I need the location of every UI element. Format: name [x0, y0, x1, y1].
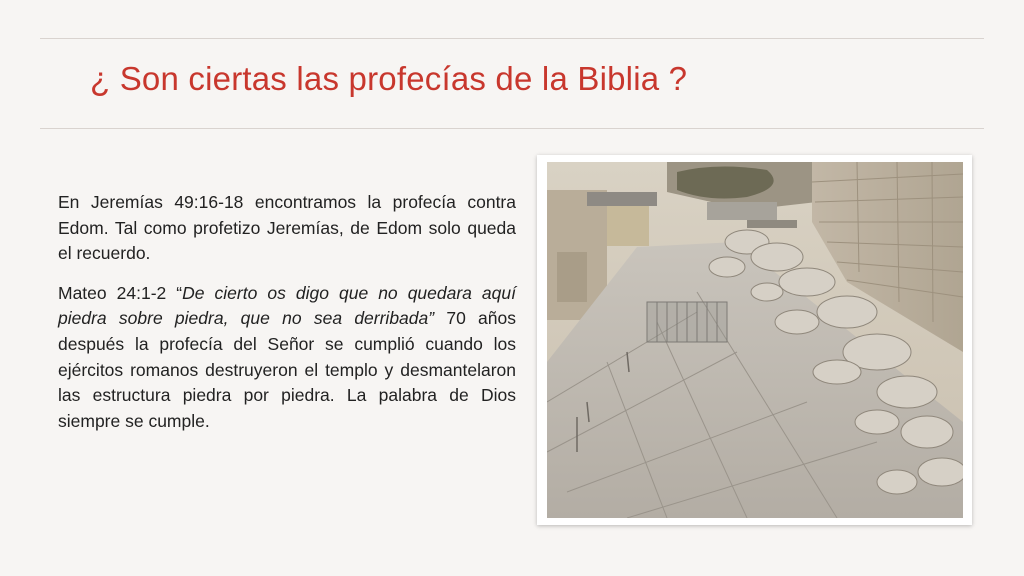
paragraph-mateo-quote: De cierto os digo que no quedara aquí piedra sobre piedra, que no sea derribada” — [58, 282, 516, 329]
paragraph-jeremias: En Jeremías 49:16-18 encontramos la profecía contra Edom. Tal como profetizo Jeremías, de Edom solo queda el recuerdo. — [58, 192, 516, 264]
top-divider — [40, 38, 984, 39]
ruins-photo-image — [547, 162, 963, 518]
slide-title: ¿ Son ciertas las profecías de la Biblia ? — [90, 60, 688, 97]
paragraph-mateo — [58, 281, 516, 435]
paragraph-mateo-suffix: 70 años después la profecía del Señor se cumplió cuando los ejércitos romanos destruyeron el templo y desmantelaron las estructura piedra por piedra. La palabra de Dios siempre se cumple. — [58, 308, 517, 431]
title-divider — [40, 128, 984, 129]
paragraph-mateo-prefix: Mateo 24:1-2 “ — [58, 282, 183, 303]
body-text — [58, 190, 516, 448]
ruins-photo — [537, 155, 972, 525]
